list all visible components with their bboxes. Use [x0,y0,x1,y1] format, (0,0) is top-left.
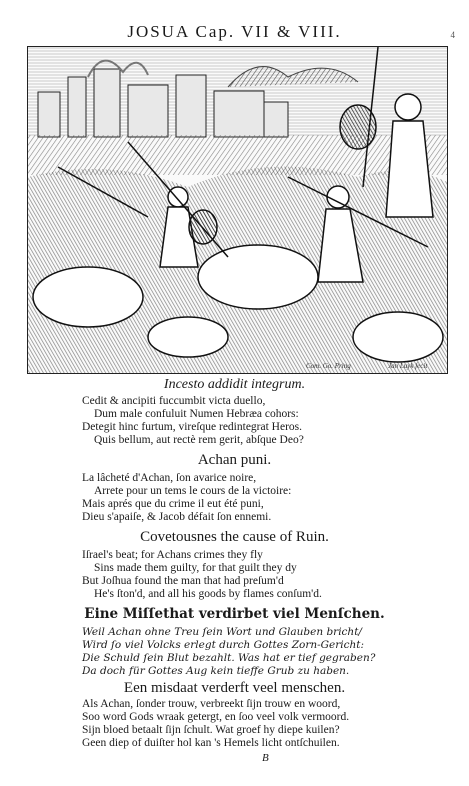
battle-engraving [28,47,447,373]
verse-line: Sins made them guilty, for that guilt they dy [94,562,297,574]
verse-line: Sijn bloed betaalt ſijn ſchult. Wat groef hy diepe kuilen? [82,724,340,736]
verse-line: He's ſton'd, and all his goods by flames conſum'd. [94,588,322,600]
running-head: JOSUA Cap. VII & VIII. [127,22,342,41]
verse-line: Dum male confuluit Numen Hebræa cohors: [94,408,299,420]
french-title: Achan puni. [197,452,272,468]
verse-line: Mais aprés que du crime il eut été puni, [82,498,264,510]
english-verse [82,549,442,601]
german-verse [82,626,442,678]
engraving-plate [27,46,448,374]
verse-line: Als Achan, ſonder trouw, verbreekt ſijn trouw en woord, [82,698,341,710]
latin-verse [82,395,442,447]
verse-line: But Joſhua found the man that had preſum'd [82,575,284,587]
verse-line: Geen diep of duiſter hol kan 's Hemels licht ontſchuilen. [82,737,340,749]
folio-number: 4 [450,30,455,40]
verse-line: Cedit & ancipiti fuccumbit victa duello, [82,395,266,407]
verse-line: Da doch für Gottes Aug kein tieffe Grub zu haben. [82,665,350,677]
verse-line: Dieu s'apaiſe, & Jacob défait ſon ennemi. [82,511,272,523]
plate-signature-right: Jan Luyk fecit [388,362,428,370]
verse-line: La lâcheté d'Achan, ſon avarice noire, [82,472,257,484]
verse-line: Soo word Gods wraak getergt, en ſoo veel volk vermoord. [82,711,350,723]
verse-line: Detegit hinc furtum, vireſque redintegrat Heros. [82,421,303,433]
verse-line: Quis bellum, aut rectè rem gerit, abſque Deo? [94,434,304,446]
plate-signature-left: Com. Go. Pring [306,362,351,370]
english-title: Covetousnes the cause of Ruin. [140,529,329,545]
german-title: Eine Miſſethat verdirbet viel Menſchen. [84,606,385,622]
signature-mark: B [262,752,269,764]
verse-line: Arrete pour un tems le cours de la victoire: [94,485,292,497]
dutch-title: Een misdaat verderft veel menschen. [123,680,346,696]
verse-line: Weil Achan ohne Treu ſein Wort und Glauben bricht/ [82,626,362,638]
verse-line: Die Schuld ſein Blut bezahlt. Was hat er tief gegraben? [82,652,376,664]
verse-line: Iſrael's beat; for Achans crimes they fly [82,549,263,561]
plate-caption: Incesto addidit integrum. [163,377,306,392]
dutch-verse [82,698,442,750]
verse-line: Wird ſo viel Volcks erlegt durch Gottes Zorn-Gericht: [82,639,365,651]
french-verse [82,472,442,524]
